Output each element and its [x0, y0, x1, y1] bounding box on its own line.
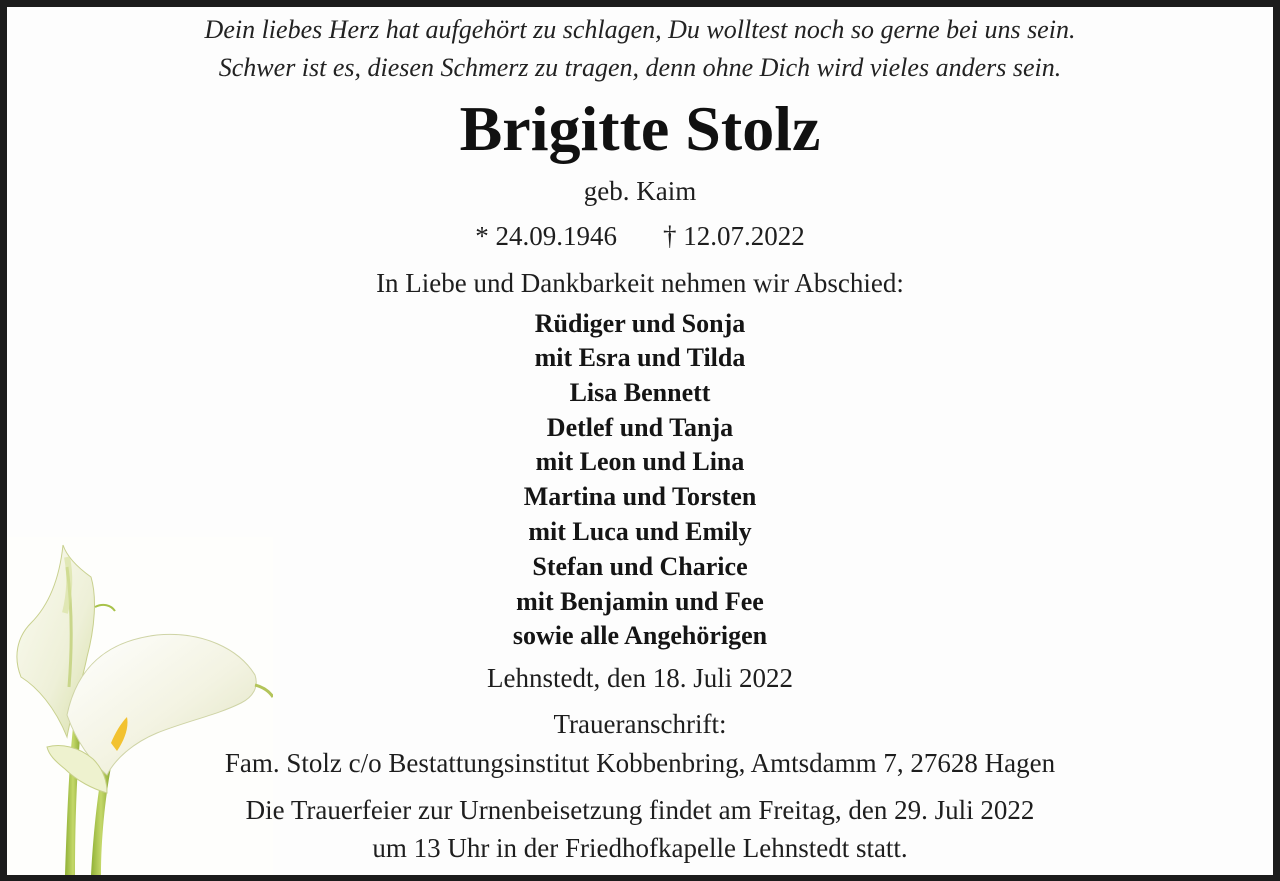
- motto-line-2: Schwer ist es, diesen Schmerz zu tragen, denn ohne Dich wird vieles anders sein.: [218, 53, 1062, 82]
- farewell-intro: In Liebe und Dankbarkeit nehmen wir Abschied:: [376, 268, 904, 298]
- ceremony-line-1: Die Trauerfeier zur Urnenbeisetzung findet am Freitag, den 29. Juli 2022: [245, 795, 1035, 825]
- address-text: Fam. Stolz c/o Bestattungsinstitut Kobbenbring, Amtsdamm 7, 27628 Hagen: [224, 748, 1056, 778]
- mourner-line: Martina und Torsten: [523, 482, 757, 511]
- mourner-line: mit Luca und Emily: [528, 517, 752, 546]
- ceremony-line-2: um 13 Uhr in der Friedhofkapelle Lehnstedt statt.: [372, 833, 908, 863]
- place-date: Lehnstedt, den 18. Juli 2022: [487, 663, 793, 693]
- mourner-line: Lisa Bennett: [569, 378, 711, 407]
- mourner-line: Rüdiger und Sonja: [534, 309, 746, 338]
- maiden-name: geb. Kaim: [583, 176, 697, 206]
- life-dates: [0, 221, 1280, 252]
- mourner-line: mit Benjamin und Fee: [516, 587, 764, 616]
- mourner-line: Detlef und Tanja: [546, 413, 734, 442]
- mourner-line: mit Leon und Lina: [535, 447, 745, 476]
- death-date: † 12.07.2022: [663, 221, 805, 251]
- mourner-line: sowie alle Angehörigen: [512, 621, 768, 650]
- birth-date: * 24.09.1946: [475, 221, 617, 251]
- mourner-line: Stefan und Charice: [532, 552, 748, 581]
- mourner-line: mit Esra und Tilda: [534, 343, 746, 372]
- deceased-name: Brigitte Stolz: [459, 93, 821, 164]
- address-label: Traueranschrift:: [553, 709, 727, 739]
- motto-line-1: Dein liebes Herz hat aufgehört zu schlagen, Du wolltest noch so gerne bei uns sein.: [204, 15, 1076, 44]
